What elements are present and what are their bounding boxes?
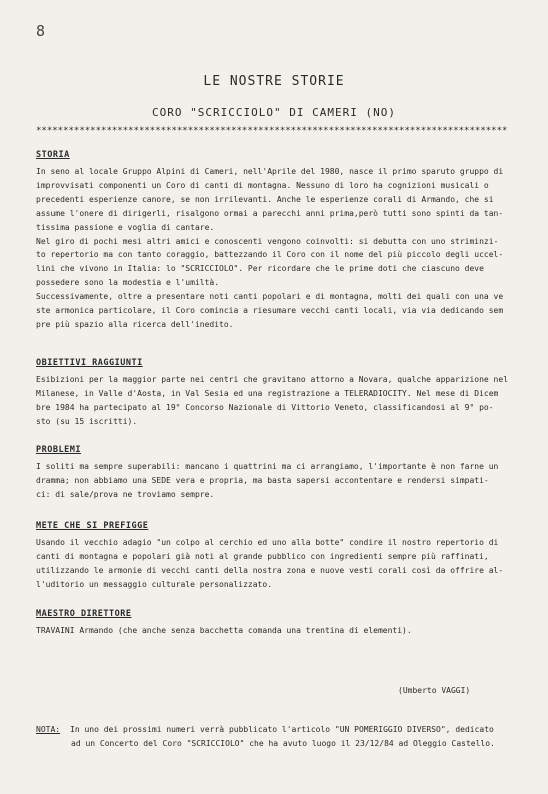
text-line: ste armonica particolare, il Coro comincia a riesumare vecchi canti locali, via via dedicando sem [36,306,504,316]
footnote-label: NOTA: [36,725,61,734]
text-line: improvvisati componenti un Coro di canti di montagna. Nessuno di loro ha cognizioni musicali o [36,180,489,190]
footnote [36,723,526,751]
text-line: bre 1984 ha partecipato al 19° Concorso Nazionale di Vittorio Veneto, classificandosi al 9° po- [36,402,494,412]
section-heading: OBIETTIVI RAGGIUNTI [36,358,143,368]
section-problemi [36,445,526,502]
section-storia [36,150,526,332]
text-line: to repertorio ma con tanto coraggio, battezzando il Coro con il nome del più piccolo degli uccel- [36,250,504,260]
text-line: l'uditorio un messaggio culturale personalizzato. [36,579,273,589]
section-heading: METE CHE SI PREFIGGE [36,521,149,531]
text-line: I soliti ma sempre superabili: mancano i quattrini ma ci arrangiamo, l'importante è non farne un [36,462,499,471]
section-mete [36,521,526,592]
section-heading: STORIA [36,150,70,160]
text-line: tissima passione e voglia di cantare. [36,222,215,232]
text-line: Milanese, in Valle d'Aosta, in Val Sesia ed una registrazione a TELERADIOCITY. Nel mese di Dicem [36,388,499,398]
section-heading: PROBLEMI [36,445,81,455]
text-line: possedere sono la modestia e l'umiltà. [36,278,220,288]
text-line: pre più spazio alla ricerca dell'inedito. [36,319,234,329]
page-title: LE NOSTRE STORIE [203,74,345,89]
text-line: assume l'onere di dirigerli, risalgono ormai a parecchi anni prima,però tutti sono spinti da tan- [36,208,504,218]
text-line: dramma; non abbiamo una SEDE vera e propria, ma basta sapersi accontentare e rendersi simpati- [36,475,489,485]
text-line: Usando il vecchio adagio "un colpo al cerchio ed uno alla botte" condire il nostro repertorio di [36,538,499,547]
text-line: Esibizioni per la maggior parte nei centri che gravitano attorno a Novara, qualche apparizione nel [36,375,509,384]
text-line: utilizzando le armonie di vecchi canti della nostra zona e nuove vesti corali così da offrire al- [36,565,504,575]
page-number: 8 [36,22,46,40]
text-line: canti di montagna e popolari già noti al grande pubblico con ingredienti sempre più raffinati, [36,551,489,561]
footnote-line: ad un Concerto del Coro "SCRICCIOLO" che ha avuto luogo il 23/12/84 ad Oleggio Castello. [71,738,495,748]
page-subtitle: CORO "SCRICCIOLO" DI CAMERI (NO) [152,106,396,119]
text-line: lini che vivono in Italia: lo "SCRICCIOLO". Per ricordare che le prime doti che ciascuno deve [36,264,484,274]
asterisk-separator: *************************************************************************************** [36,126,508,136]
text-line: sto (su 15 iscritti). [36,416,138,426]
text-line: precedenti esperienze canore, se non irrilevanti. Anche le esperienze corali di Armando, che si [36,194,494,204]
text-line: In seno al locale Gruppo Alpini di Cameri, nell'Aprile del 1980, nasce il primo sparuto gruppo di [36,167,504,176]
footnote-line: In uno dei prossimi numeri verrà pubblicato l'articolo "UN POMERIGGIO DIVERSO", dedicato [70,725,494,734]
text-line: Successivamente, oltre a presentare noti canti popolari e di montagna, molti dei quali con una ve [36,292,504,302]
text-line: TRAVAINI Armando (che anche senza bacchetta comanda una trentina di elementi). [36,626,412,635]
text-line: Nel giro di pochi mesi altri amici e conoscenti vengono coinvolti: si debutta con uno striminzi- [36,236,499,246]
section-obiettivi [36,358,526,429]
author-signature: (Umberto VAGGI) [398,686,471,695]
text-line: ci: di sale/prova ne troviamo sempre. [36,489,215,499]
section-heading: MAESTRO DIRETTORE [36,609,132,619]
section-maestro [36,609,526,638]
